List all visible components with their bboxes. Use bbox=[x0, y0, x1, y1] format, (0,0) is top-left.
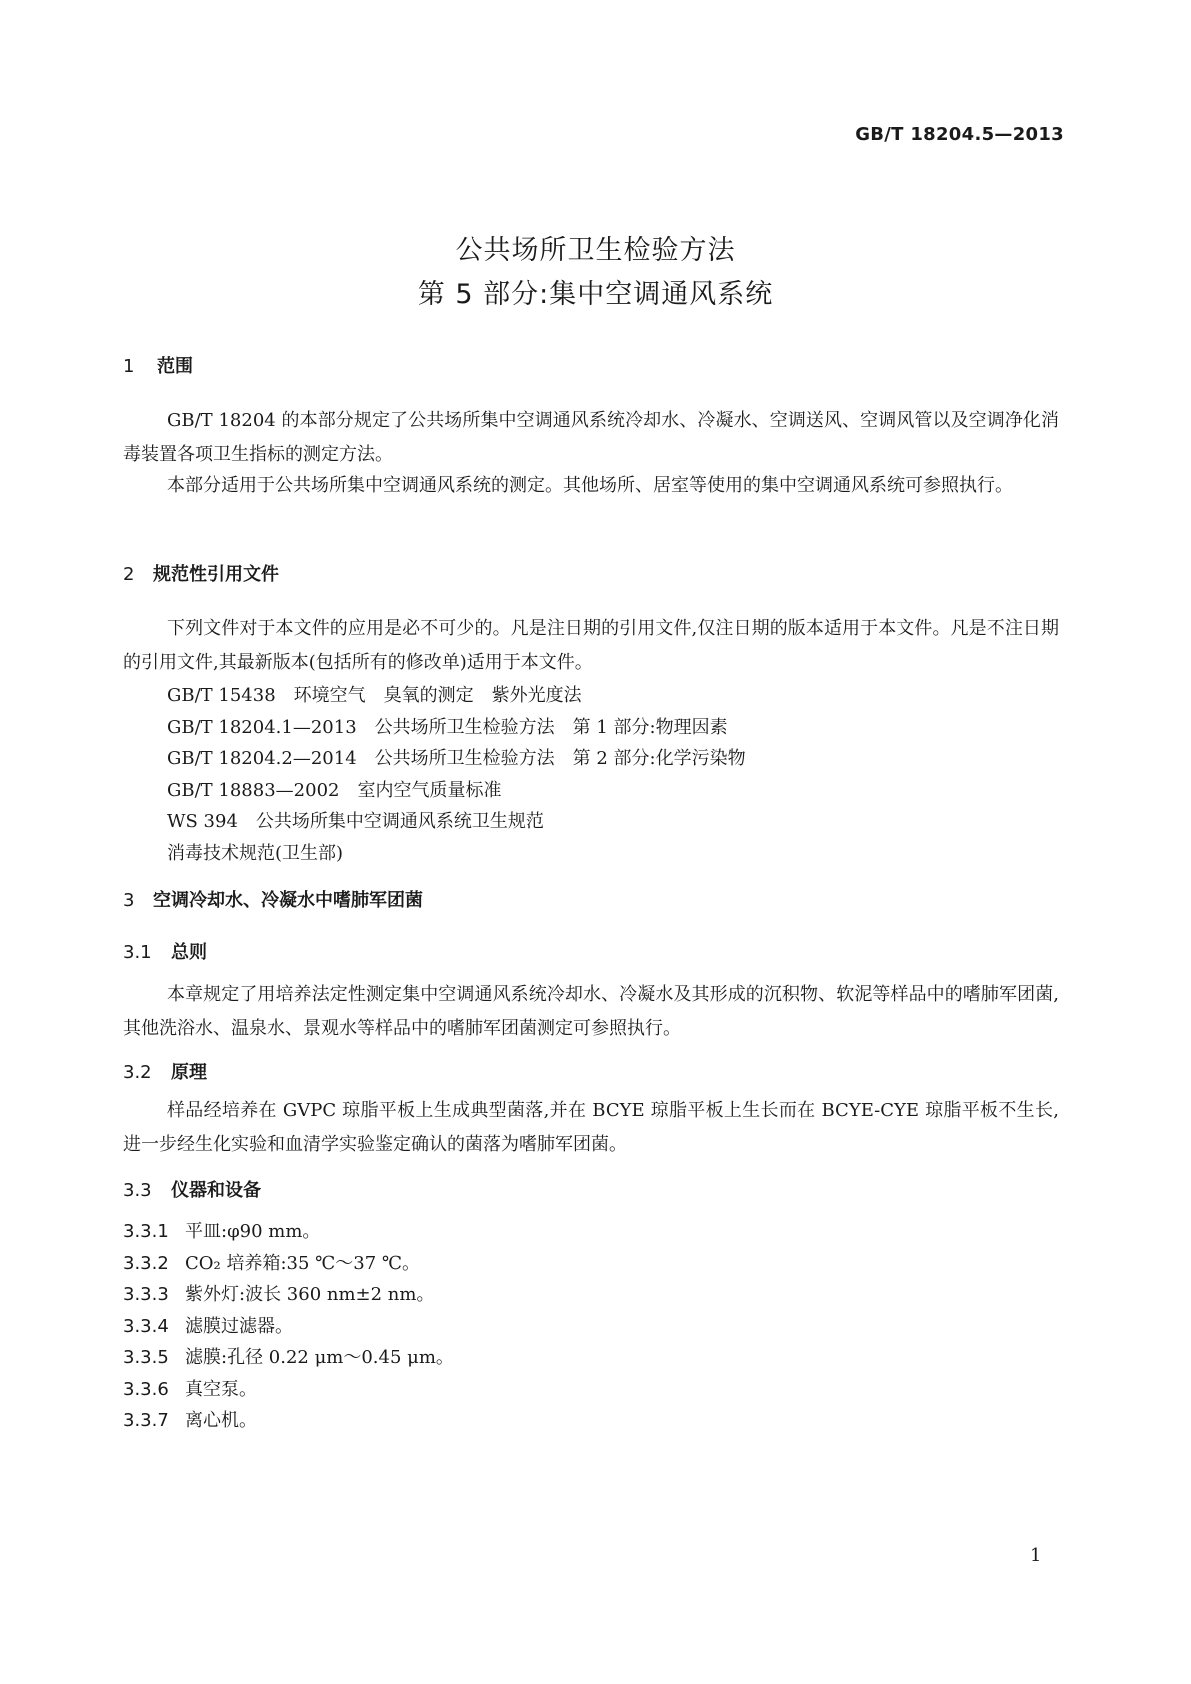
item-number: 3.3.7 bbox=[123, 1410, 169, 1431]
reference-code: WS 394 bbox=[167, 811, 238, 832]
reference-item bbox=[123, 838, 1059, 870]
item-text: 真空泵。 bbox=[185, 1378, 257, 1400]
reference-code: GB/T 15438 bbox=[167, 685, 276, 706]
equipment-item bbox=[123, 1342, 1059, 1374]
reference-code: GB/T 18204.2—2014 bbox=[167, 748, 357, 769]
item-text: 滤膜过滤器。 bbox=[185, 1315, 293, 1337]
equipment-list bbox=[123, 1216, 1059, 1437]
item-number: 3.3.3 bbox=[123, 1284, 169, 1305]
section-title: 仪器和设备 bbox=[171, 1180, 261, 1201]
section-3-1-heading bbox=[123, 938, 1059, 964]
section-2-body bbox=[123, 612, 1059, 869]
item-text: 滤膜:孔径 0.22 μm～0.45 μm。 bbox=[185, 1347, 454, 1368]
reference-code: GB/T 18204.1—2013 bbox=[167, 716, 357, 738]
section-1-heading bbox=[123, 352, 1059, 378]
item-text: 离心机。 bbox=[185, 1410, 257, 1431]
item-number: 3.3.2 bbox=[123, 1252, 169, 1274]
section-3-1-body bbox=[123, 978, 1059, 1046]
equipment-item bbox=[123, 1374, 1059, 1406]
section-number: 2 bbox=[123, 564, 135, 585]
section-number: 3.3 bbox=[123, 1180, 152, 1201]
reference-title: 公共场所集中空调通风系统卫生规范 bbox=[255, 811, 544, 832]
section-title: 原理 bbox=[171, 1062, 207, 1083]
equipment-item bbox=[123, 1405, 1059, 1437]
section-number: 3.1 bbox=[123, 942, 152, 963]
reference-title: 公共场所卫生检验方法 第 2 部分:化学污染物 bbox=[374, 748, 746, 769]
equipment-item bbox=[123, 1248, 1059, 1280]
standard-code: GB/T 18204.5—2013 bbox=[855, 124, 1064, 145]
document-title-line2: 第 5 部分:集中空调通风系统 bbox=[417, 279, 774, 310]
equipment-item bbox=[123, 1311, 1059, 1343]
section-3-heading bbox=[123, 886, 1059, 912]
equipment-item bbox=[123, 1216, 1059, 1248]
reference-item bbox=[123, 680, 1059, 712]
section-number: 3.2 bbox=[123, 1062, 152, 1083]
section-number: 3 bbox=[123, 890, 135, 911]
reference-item bbox=[123, 712, 1059, 744]
paragraph: 样品经培养在 GVPC 琼脂平板上生成典型菌落,并在 BCYE 琼脂平板上生长而在 BCYE-CYE 琼脂平板不生长,进一步经生化实验和血清学实验鉴定确认的菌落为嗜肺军团菌。 bbox=[123, 1100, 1059, 1155]
section-title: 范围 bbox=[157, 356, 193, 377]
item-number: 3.3.6 bbox=[123, 1378, 169, 1400]
section-2-heading bbox=[123, 560, 1059, 586]
reference-title: 消毒技术规范(卫生部) bbox=[167, 842, 344, 864]
document-title-line1: 公共场所卫生检验方法 bbox=[455, 235, 736, 266]
section-3-2-body bbox=[123, 1094, 1059, 1162]
section-3-2-heading bbox=[123, 1058, 1059, 1084]
section-number: 1 bbox=[123, 356, 135, 377]
item-text: 平皿:φ90 mm。 bbox=[185, 1221, 321, 1242]
item-number: 3.3.5 bbox=[123, 1347, 169, 1368]
reference-title: 公共场所卫生检验方法 第 1 部分:物理因素 bbox=[374, 716, 728, 738]
reference-title: 室内空气质量标准 bbox=[357, 779, 502, 801]
reference-code: GB/T 18883—2002 bbox=[167, 779, 340, 801]
page-number: 1 bbox=[1030, 1545, 1042, 1566]
item-text: CO₂ 培养箱:35 ℃～37 ℃。 bbox=[185, 1252, 421, 1274]
section-3-3-heading bbox=[123, 1176, 1059, 1202]
paragraph: 本部分适用于公共场所集中空调通风系统的测定。其他场所、居室等使用的集中空调通风系统可参照执行。 bbox=[167, 475, 1013, 496]
reference-list bbox=[123, 680, 1059, 869]
item-number: 3.3.1 bbox=[123, 1221, 169, 1242]
reference-item bbox=[123, 806, 1059, 838]
section-1-body bbox=[123, 404, 1059, 503]
section-title: 规范性引用文件 bbox=[153, 564, 279, 585]
reference-item bbox=[123, 743, 1059, 775]
section-title: 总则 bbox=[171, 942, 207, 963]
section-title: 空调冷却水、冷凝水中嗜肺军团菌 bbox=[153, 890, 423, 911]
paragraph: 下列文件对于本文件的应用是必不可少的。凡是注日期的引用文件,仅注日期的版本适用于本文件。凡是不注日期的引用文件,其最新版本(包括所有的修改单)适用于本文件。 bbox=[123, 618, 1059, 673]
reference-title: 环境空气 臭氧的测定 紫外光度法 bbox=[293, 685, 582, 706]
reference-item bbox=[123, 775, 1059, 807]
paragraph: 本章规定了用培养法定性测定集中空调通风系统冷却水、冷凝水及其形成的沉积物、软泥等样品中的嗜肺军团菌,其他洗浴水、温泉水、景观水等样品中的嗜肺军团菌测定可参照执行。 bbox=[123, 984, 1059, 1039]
item-text: 紫外灯:波长 360 nm±2 nm。 bbox=[185, 1284, 435, 1305]
item-number: 3.3.4 bbox=[123, 1315, 169, 1337]
paragraph: GB/T 18204 的本部分规定了公共场所集中空调通风系统冷却水、冷凝水、空调送风、空调风管以及空调净化消毒装置各项卫生指标的测定方法。 bbox=[123, 410, 1059, 465]
equipment-item bbox=[123, 1279, 1059, 1311]
